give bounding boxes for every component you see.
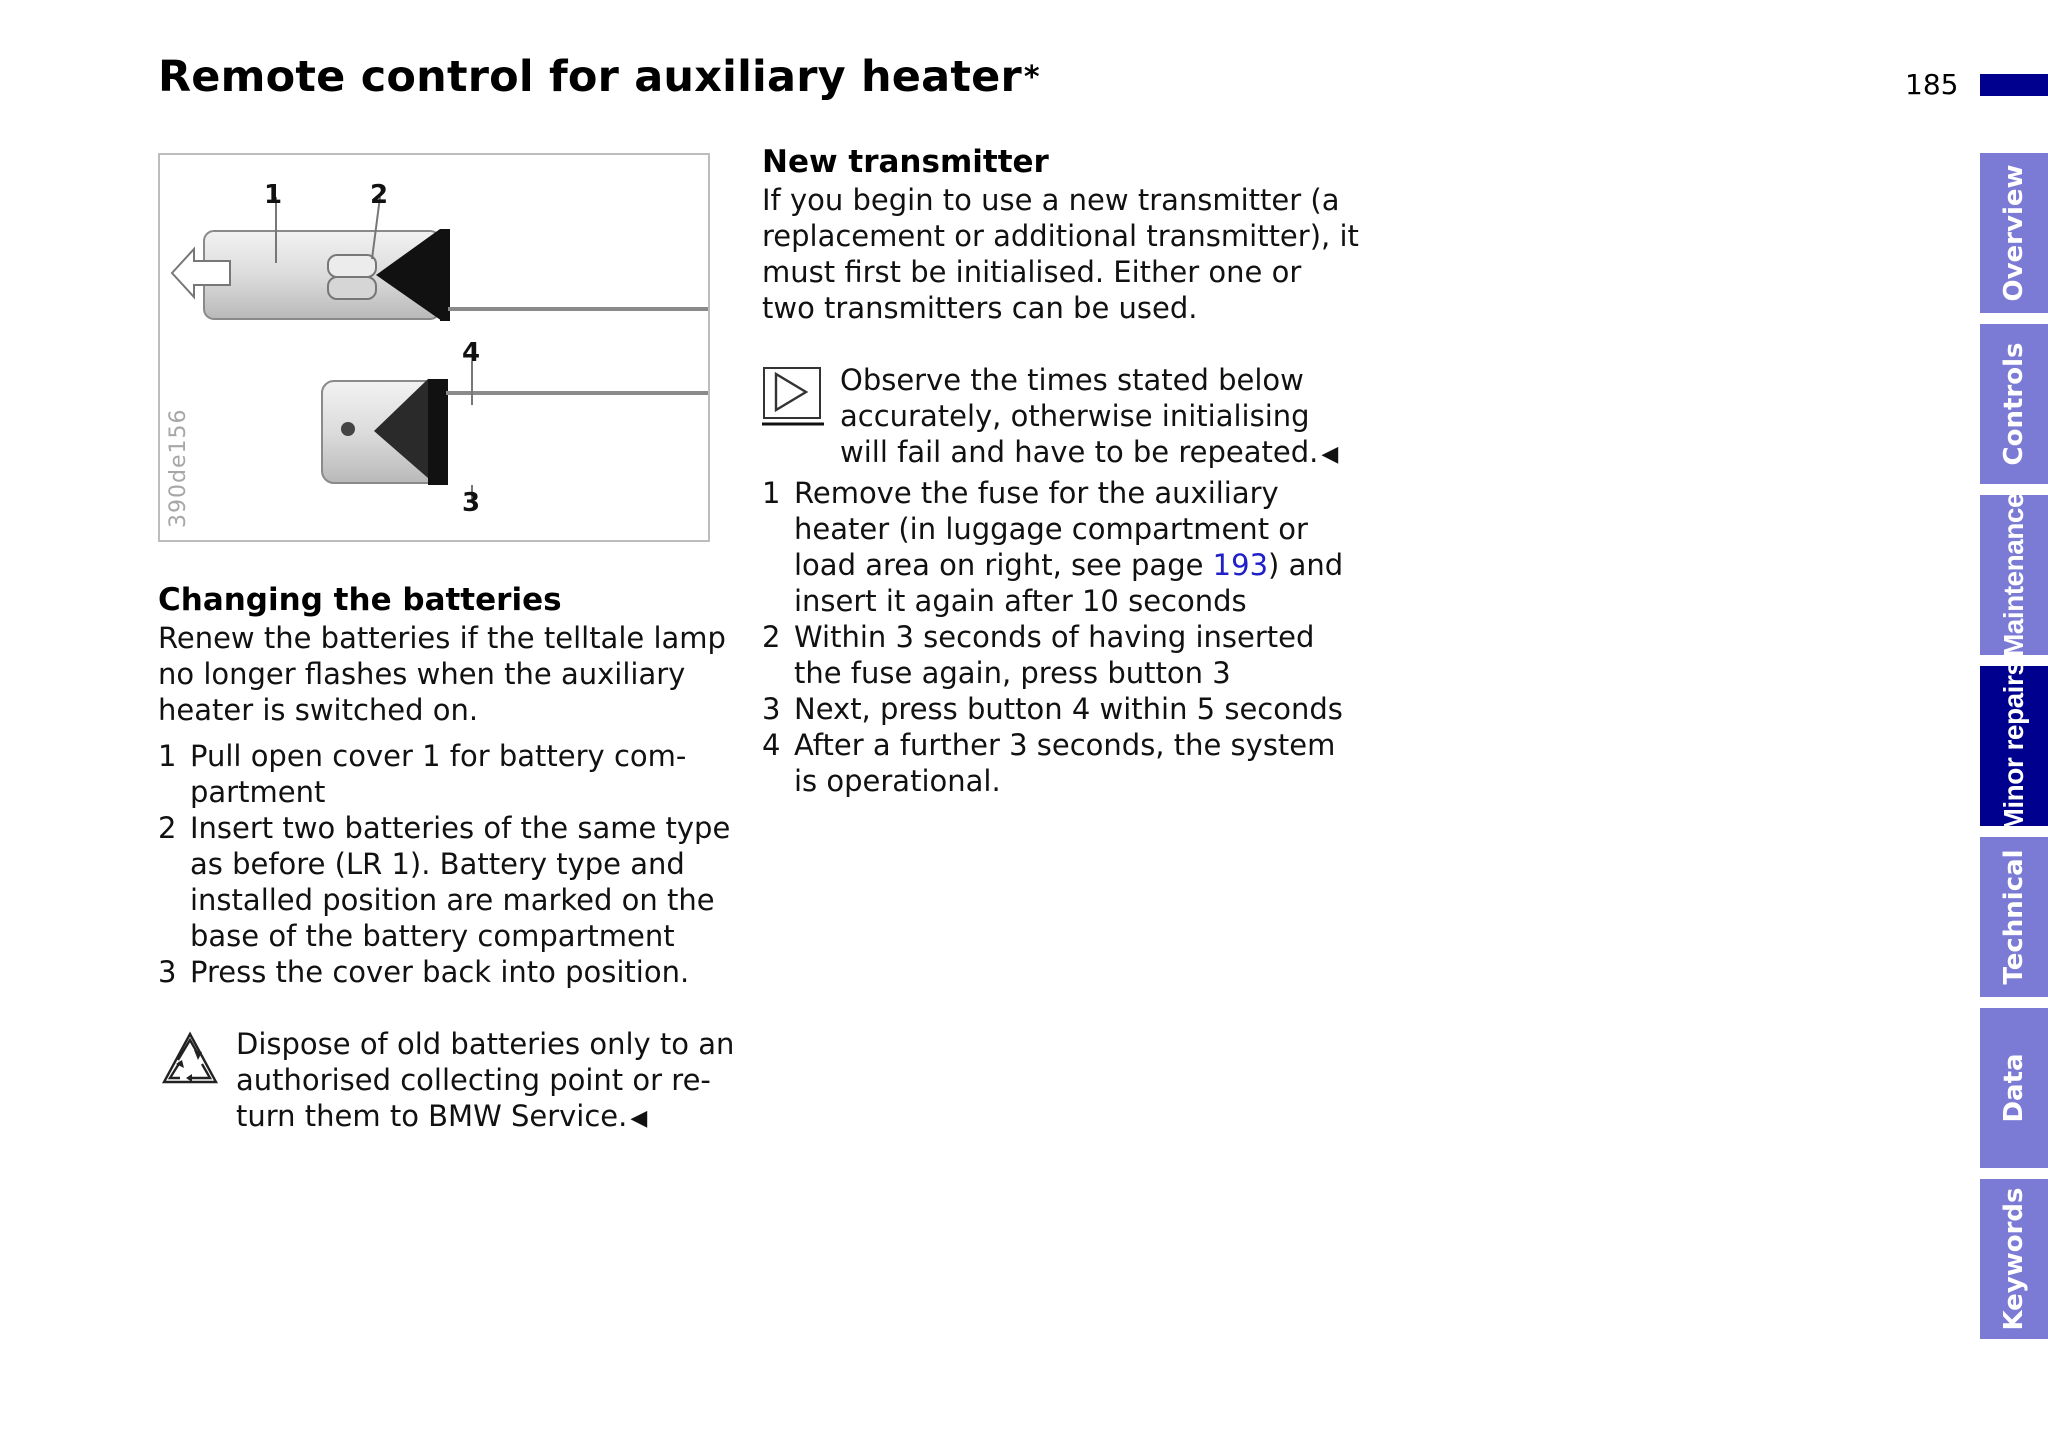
transmitter-intro: If you begin to use a new transmitter (a replacement or additional transmitter), it must first be initialised. Either one or two transmitters can be used. — [762, 183, 1359, 325]
step-number: 1 — [158, 739, 177, 773]
page-number-bar — [1980, 74, 2048, 96]
remote-upper — [172, 197, 708, 321]
list-item — [762, 691, 1362, 727]
page-title-text: Remote control for auxiliary heater — [158, 52, 1022, 102]
section-heading-transmitter: New transmitter — [762, 144, 1049, 180]
remote-control-illustration — [160, 155, 712, 544]
note-triangle-icon — [762, 366, 824, 426]
step-text: After a further 3 seconds, the system is operational. — [794, 728, 1336, 798]
tab-label: Maintenance — [1998, 492, 2029, 658]
tab-label: Controls — [1999, 342, 2029, 466]
callout-2: 2 — [370, 180, 389, 210]
tab-data[interactable] — [1980, 1008, 2048, 1168]
list-item — [158, 954, 738, 990]
list-item — [158, 810, 738, 954]
list-item — [762, 475, 1362, 619]
recycle-note — [158, 1026, 738, 1137]
tab-overview[interactable] — [1980, 153, 2048, 313]
title-asterisk: * — [1023, 60, 1040, 95]
step-number: 3 — [158, 955, 177, 989]
timing-note-text: Observe the times stated below accurately, otherwise initialising will fail and have to be repeated. — [840, 363, 1319, 469]
callout-3: 3 — [462, 488, 481, 518]
recycle-icon — [158, 1030, 222, 1088]
batteries-intro: Renew the batteries if the telltale lamp no longer flashes when the auxiliary heater is switched on. — [158, 621, 726, 727]
tab-minor-repairs[interactable] — [1980, 660, 2048, 832]
step-text: Within 3 seconds of having inserted the fuse again, press button 3 — [794, 620, 1315, 690]
page-title — [158, 52, 1040, 102]
list-item — [158, 738, 738, 810]
step-text: Pull open cover 1 for battery com-partment — [190, 739, 687, 809]
tab-label: Data — [1999, 1053, 2029, 1123]
page-link-193[interactable]: 193 — [1212, 548, 1269, 582]
tab-maintenance[interactable] — [1980, 492, 2048, 658]
battery-cells — [328, 255, 376, 299]
step-text: Next, press button 4 within 5 seconds — [794, 692, 1343, 726]
step-number: 2 — [762, 620, 781, 654]
step-text: Insert two batteries of the same type as before (LR 1). Battery type and installed position are marked on the base of the battery compartment — [190, 811, 731, 953]
tab-label: Overview — [1999, 164, 2029, 302]
list-item — [762, 619, 1362, 691]
page-number: 185 — [1905, 68, 1959, 101]
timing-note — [762, 362, 1362, 473]
step-text: ) and insert it again after 10 seconds — [794, 548, 1344, 618]
tab-controls[interactable] — [1980, 324, 2048, 484]
remote-lower — [322, 361, 708, 499]
tab-label: Technical — [1999, 849, 2029, 985]
step-number: 4 — [762, 728, 781, 762]
recycle-note-text: Dispose of old batteries only to an authorised collecting point or re-turn them to BMW Service. — [236, 1027, 735, 1133]
step-text: Press the cover back into position. — [190, 955, 690, 989]
step-text: Remove the fuse for the auxiliary heater (in luggage compartment or load area on right, see page — [794, 476, 1308, 582]
tab-label: Minor repairs — [1998, 660, 2029, 832]
section-heading-batteries: Changing the batteries — [158, 582, 562, 618]
transmitter-steps — [762, 475, 1362, 799]
step-number: 3 — [762, 692, 781, 726]
tab-keywords[interactable] — [1980, 1179, 2048, 1339]
end-mark-icon: ◀ — [630, 1106, 648, 1131]
tab-technical[interactable] — [1980, 837, 2048, 997]
tab-label: Keywords — [1999, 1187, 2029, 1331]
batteries-steps — [158, 738, 738, 990]
step-number: 1 — [762, 476, 781, 510]
changing-batteries-section — [158, 580, 738, 1137]
list-item — [762, 727, 1362, 799]
step-number: 2 — [158, 811, 177, 845]
callout-1: 1 — [264, 180, 283, 210]
figure-code: 390de156 — [166, 408, 191, 528]
new-transmitter-section — [762, 142, 1362, 799]
callout-4: 4 — [462, 338, 481, 368]
end-mark-icon: ◀ — [1321, 442, 1339, 467]
remote-control-figure — [158, 153, 710, 542]
